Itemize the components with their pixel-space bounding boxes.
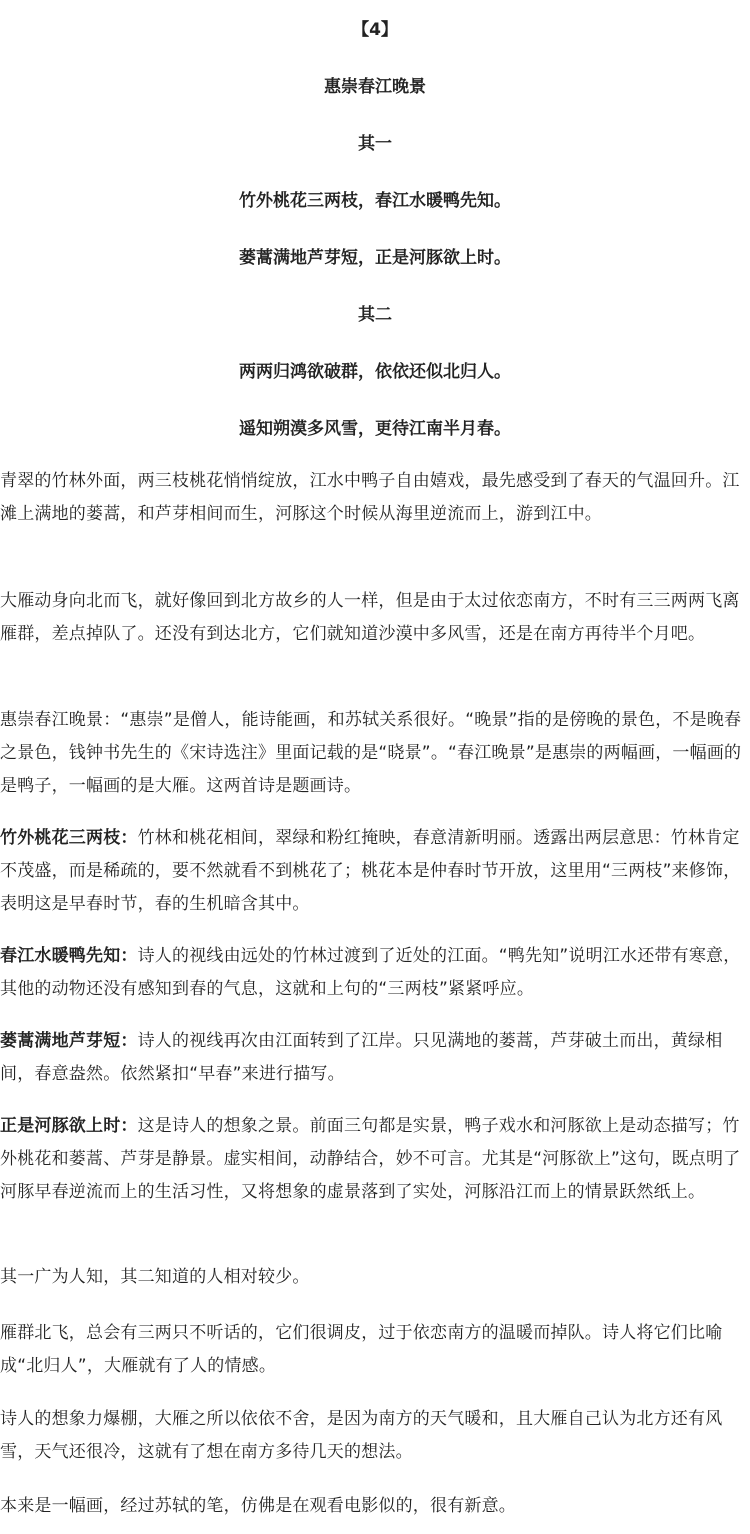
paragraph-lead: 蒌蒿满地芦芽短： [0,1031,138,1051]
paragraph [0,704,750,803]
paragraph [0,465,750,531]
poem-title: 惠崇春江晚景 [324,77,426,97]
paragraph-text: 诗人的视线由远处的竹林过渡到了近处的江面。“鸭先知”说明江水还带有寒意，其他的动物还没有感知到春的气息，这就和上句的“三两枝”紧紧呼应。 [0,946,741,999]
paragraph [0,1490,750,1523]
poem-line: 遥知朔漠多风雪，更待江南半月春。 [239,419,511,439]
poem-number: 【4】 [352,20,398,40]
paragraph-text: 青翠的竹林外面，两三枝桃花悄悄绽放，江水中鸭子自由嬉戏，最先感受到了春天的气温回升。江滩上满地的蒌蒿，和芦芽相间而生，河豚这个时候从海里逆流而上，游到江中。 [0,471,740,524]
paragraph-text: 雁群北飞，总会有三两只不听话的，它们很调皮，过于依恋南方的温暖而掉队。诗人将它们比喻成“北归人”，大雁就有了人的情感。 [0,1323,723,1376]
paragraph-text: 竹林和桃花相间，翠绿和粉红掩映，春意清新明丽。透露出两层意思：竹林肯定不茂盛，而是稀疏的，要不然就看不到桃花了；桃花本是仲春时节开放，这里用“三两枝”来修饰，表明这是早春时节，春的生机暗含其中。 [0,828,741,914]
paragraph-text: 诗人的想象力爆棚，大雁之所以依依不舍，是因为南方的天气暖和，且大雁自己认为北方还有风雪，天气还很冷，这就有了想在南方多待几天的想法。 [0,1409,723,1462]
paragraph [0,585,750,651]
paragraph-text: 其一广为人知，其二知道的人相对较少。 [0,1267,310,1287]
poem-part-label: 其一 [358,134,392,154]
paragraph [0,1110,750,1209]
paragraph [0,1403,750,1469]
paragraph-lead: 竹外桃花三两枝： [0,828,138,848]
paragraph [0,822,750,921]
paragraph-lead: 春江水暖鸭先知： [0,946,138,966]
poem-line: 竹外桃花三两枝，春江水暖鸭先知。 [239,191,511,211]
paragraph-text: 本来是一幅画，经过苏轼的笔，仿佛是在观看电影似的，很有新意。 [0,1496,516,1516]
paragraph [0,1025,750,1091]
paragraph-text: 大雁动身向北而飞，就好像回到北方故乡的人一样，但是由于太过依恋南方，不时有三三两两飞离雁群，差点掉队了。还没有到达北方，它们就知道沙漠中多风雪，还是在南方再待半个月吧。 [0,591,740,644]
paragraph-text: 诗人的视线再次由江面转到了江岸。只见满地的蒌蒿，芦芽破土而出，黄绿相间，春意盎然。依然紧扣“早春”来进行描写。 [0,1031,723,1084]
paragraph-text: 惠崇春江晚景：“惠崇”是僧人，能诗能画，和苏轼关系很好。“晚景”指的是傍晚的景色，不是晚春之景色，钱钟书先生的《宋诗选注》里面记载的是“晓景”。“春江晚景”是惠崇的两幅画，一幅画的是鸭子，一幅画的是大雁。这两首诗是题画诗。 [0,710,742,796]
paragraph [0,940,750,1006]
paragraph [0,1261,750,1294]
paragraph-text: 这是诗人的想象之景。前面三句都是实景，鸭子戏水和河豚欲上是动态描写；竹外桃花和蒌蒿、芦芽是静景。虚实相间，动静结合，妙不可言。尤其是“河豚欲上”这句，既点明了河豚早春逆流而上的生活习性，又将想象的虚景落到了实处，河豚沿江而上的情景跃然纸上。 [0,1116,741,1202]
paragraph [0,1317,750,1383]
poem-line: 两两归鸿欲破群，依依还似北归人。 [239,362,511,382]
poem-part-label: 其二 [358,305,392,325]
paragraph-lead: 正是河豚欲上时： [0,1116,138,1136]
poem-line: 蒌蒿满地芦芽短，正是河豚欲上时。 [239,248,511,268]
